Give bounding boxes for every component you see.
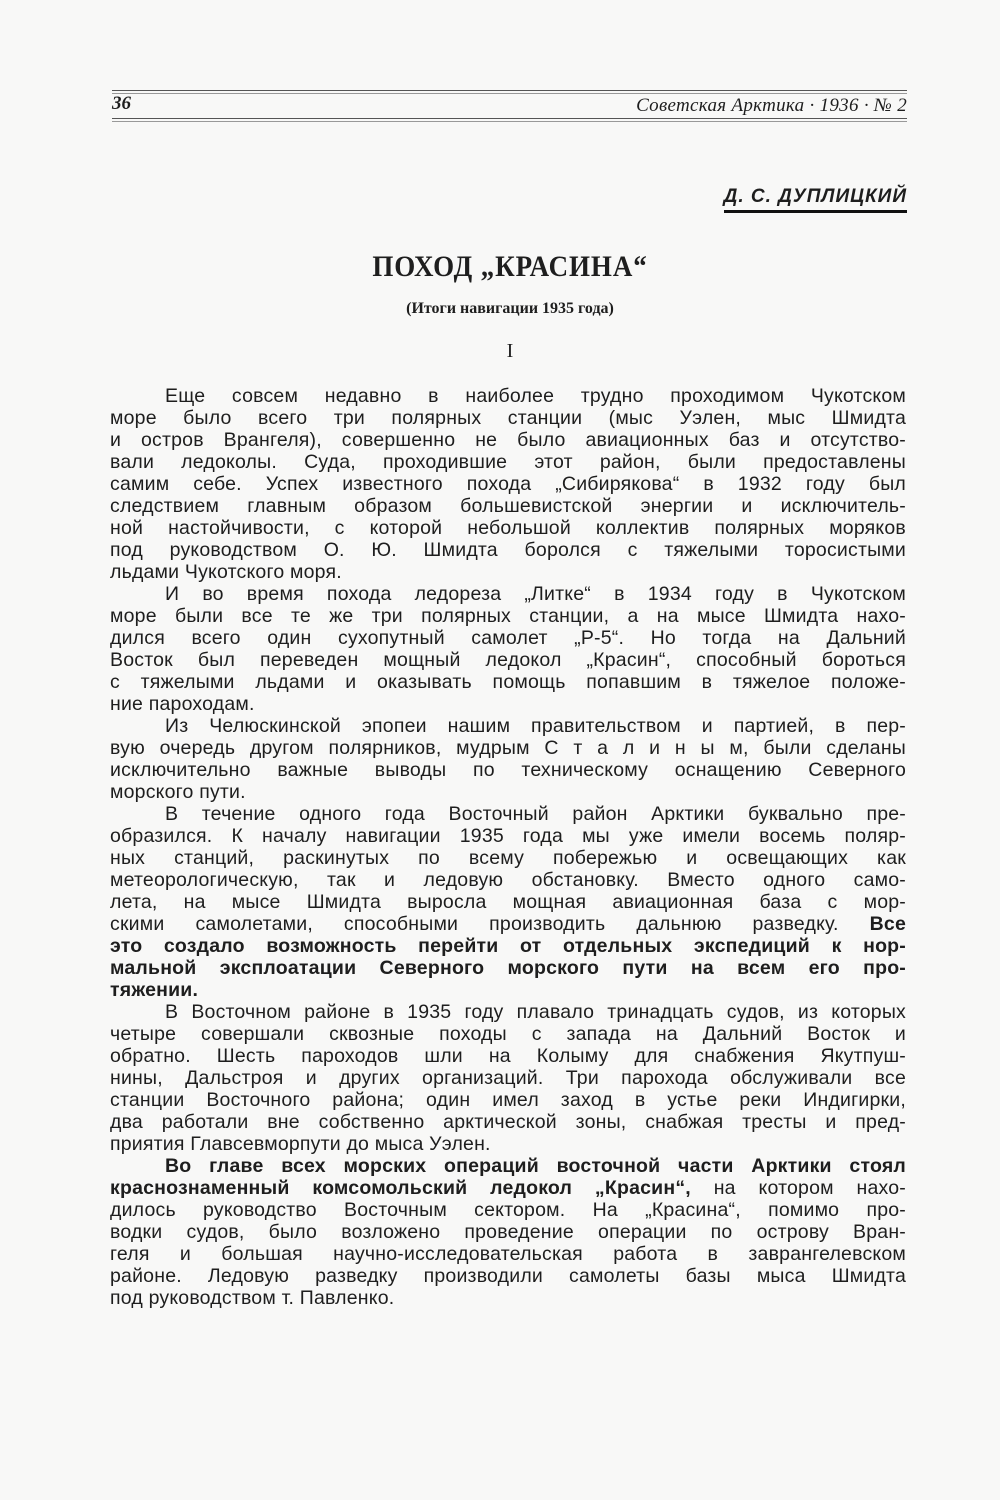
paragraph-4-line: [110, 935, 906, 957]
text: исключительно важные выводы по техническому оснащению Северного: [110, 759, 906, 781]
text: приятия Главсевморпути до мыса Уэлен.: [110, 1133, 491, 1155]
paragraph-6-line: [110, 1177, 906, 1199]
paragraph-4-line: [110, 869, 906, 891]
paragraph-3-line: [110, 759, 906, 781]
paragraph-1-line: [110, 473, 906, 495]
text: геля и большая научно-исследовательская работа в заврангелевском: [110, 1243, 906, 1265]
paragraph-1-line: [110, 495, 906, 517]
text: под руководством О. Ю. Шмидта боролся с тяжелыми торосистыми: [110, 539, 906, 561]
text: на котором нахо-: [690, 1177, 906, 1199]
paragraph-6-line: [110, 1221, 906, 1243]
paragraph-1-line: [110, 429, 906, 451]
text: лета, на мысе Шмидта выросла мощная авиационная база с мор-: [110, 891, 906, 913]
paragraph-1-line: [110, 517, 906, 539]
paragraph-4-line: [110, 847, 906, 869]
paragraph-6-line: [110, 1287, 906, 1309]
paragraph-3-line: [110, 737, 906, 759]
paragraph-4-line: [110, 979, 906, 1001]
header-rule-top: [112, 90, 907, 91]
text: В Восточном районе в 1935 году плавало тринадцать судов, из которых: [165, 1001, 906, 1023]
text: И во время похода ледореза „Литке“ в 1934 году в Чукотском: [165, 583, 906, 605]
text: образился. К началу навигации 1935 года мы уже имели восемь поляр-: [110, 825, 906, 847]
paragraph-3-line: [110, 715, 906, 737]
paragraph-2-line: [110, 583, 906, 605]
text: четыре совершали сквозные походы с запада на Дальний Восток и: [110, 1023, 906, 1045]
paragraph-5-line: [110, 1111, 906, 1133]
paragraph-4-line: [110, 957, 906, 979]
text: следствием главным образом большевистской энергии и исключитель-: [110, 495, 906, 517]
text: ных станций, раскинутых по всему побережью и освещающих как: [110, 847, 906, 869]
paragraph-5-line: [110, 1089, 906, 1111]
paragraph-4-line: [110, 891, 906, 913]
paragraph-2-line: [110, 627, 906, 649]
journal-title: Советская Арктика · 1936 · № 2: [636, 95, 907, 116]
text: Из Челюскинской эпопеи нашим правительством и партией, в пер-: [165, 715, 906, 737]
text: районе. Ледовую разведку производили самолеты базы мыса Шмидта: [110, 1265, 906, 1287]
paragraph-5-line: [110, 1067, 906, 1089]
text: с тяжелыми льдами и оказывать помощь попавшим в тяжелое положе-: [110, 671, 906, 693]
header-rule-bottom: [112, 118, 907, 119]
article-body: [110, 385, 906, 1309]
paragraph-2-line: [110, 671, 906, 693]
text: два работали вне собственно арктической зоны, снабжая тресты и пред-: [110, 1111, 906, 1133]
text: море было всего три полярных станции (мыс Уэлен, мыс Шмидта: [110, 407, 906, 429]
text: обратно. Шесть пароходов шли на Колыму для снабжения Якутпуш-: [110, 1045, 906, 1067]
bold-text: тяжении.: [110, 979, 199, 1001]
paragraph-1-line: [110, 561, 906, 583]
paragraph-6-line: [110, 1199, 906, 1221]
text: ной настойчивости, с которой небольшой коллектив полярных моряков: [110, 517, 906, 539]
paragraph-2-line: [110, 605, 906, 627]
paragraph-3-line: [110, 781, 906, 803]
text: и остров Врангеля), совершенно не было авиационных баз и отсутство-: [110, 429, 906, 451]
article-title: ПОХОД „КРАСИНА“: [372, 250, 648, 283]
text: море были все те же три полярных станции, а на мысе Шмидта нахо-: [110, 605, 906, 627]
text: скими самолетами, способными производить дальнюю разведку.: [110, 913, 870, 935]
text: метеорологическую, так и ледовую обстановку. Вместо одного само-: [110, 869, 906, 891]
header-rule-top-inner: [112, 93, 907, 94]
paragraph-1-line: [110, 451, 906, 473]
paragraph-5-line: [110, 1001, 906, 1023]
paragraph-2-line: [110, 693, 906, 715]
paragraph-4-line: [110, 825, 906, 847]
text: под руководством т. Павленко.: [110, 1287, 395, 1309]
bold-text: это создало возможность перейти от отдельных экспедиций к нор-: [110, 935, 906, 957]
text: дилось руководство Восточным сектором. На „Красина“, помимо про-: [110, 1199, 906, 1221]
text: Восток был переведен мощный ледокол „Красин“, способный бороться: [110, 649, 906, 671]
text: нины, Дальстроя и других организаций. Три парохода обслуживали все: [110, 1067, 906, 1089]
section-number: I: [506, 340, 514, 362]
text: вали ледоколы. Суда, проходившие этот район, были предоставлены: [110, 451, 906, 473]
text: морского пути.: [110, 781, 246, 803]
paragraph-5-line: [110, 1133, 906, 1155]
paragraph-6-line: [110, 1265, 906, 1287]
paragraph-5-line: [110, 1023, 906, 1045]
text: самим себе. Успех известного похода „Сибирякова“ в 1932 году был: [110, 473, 906, 495]
text: В течение одного года Восточный район Арктики буквально пре-: [165, 803, 906, 825]
paragraph-5-line: [110, 1045, 906, 1067]
article-author: Д. С. ДУПЛИЦКИЙ: [724, 186, 907, 213]
paragraph-4-line: [110, 803, 906, 825]
bold-text: Во главе всех морских операций восточной части Арктики стоял: [165, 1155, 906, 1177]
text: вую очередь другом полярников, мудрым С т а л и н ы м, были сделаны: [110, 737, 906, 759]
text: дился всего один сухопутный самолет „Р-5“. Но тогда на Дальний: [110, 627, 906, 649]
bold-text: мальной эксплоатации Северного морского пути на всем его про-: [110, 957, 906, 979]
bold-text: Все: [869, 913, 906, 935]
paragraph-2-line: [110, 649, 906, 671]
article-subtitle: (Итоги навигации 1935 года): [406, 300, 614, 317]
paragraph-6-line: [110, 1243, 906, 1265]
text: водки судов, было возложено проведение операции по острову Вран-: [110, 1221, 906, 1243]
text: льдами Чукотского моря.: [110, 561, 342, 583]
text: Еще совсем недавно в наиболее трудно проходимом Чукотском: [165, 385, 906, 407]
paragraph-1-line: [110, 407, 906, 429]
bold-text: краснознаменный комсомольский ледокол „Красин“,: [110, 1177, 691, 1199]
text: ние пароходам.: [110, 693, 255, 715]
paragraph-1-line: [110, 385, 906, 407]
paragraph-1-line: [110, 539, 906, 561]
paragraph-4-line: [110, 913, 906, 935]
paragraph-6-line: [110, 1155, 906, 1177]
header-rule-bottom-inner: [112, 121, 907, 122]
text: станции Восточного района; один имел заход в устье реки Индигирки,: [110, 1089, 906, 1111]
page-number: 36: [112, 93, 131, 114]
